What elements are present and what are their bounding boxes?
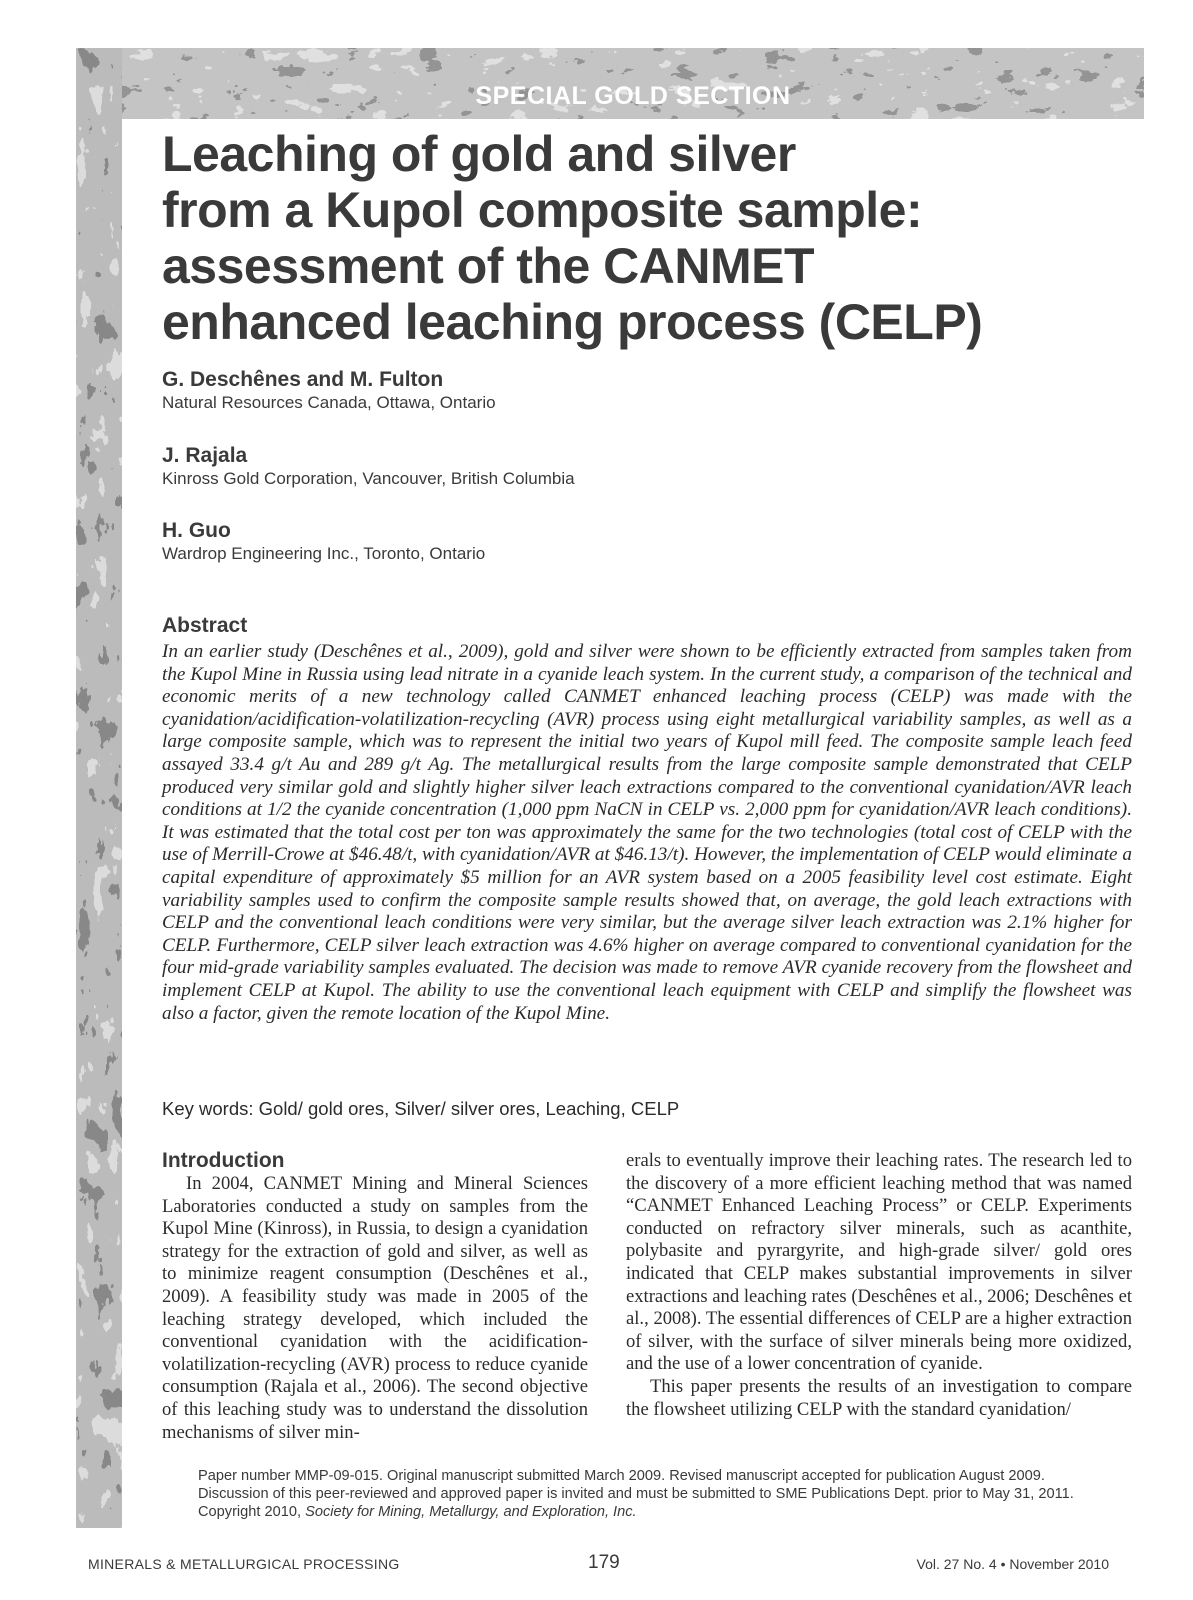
author-block: [162, 444, 575, 490]
paper-title: [162, 126, 982, 350]
author-affiliation: Kinross Gold Corporation, Vancouver, British Columbia: [162, 469, 575, 488]
footer-journal: MINERALS & METALLURGICAL PROCESSING: [88, 1556, 400, 1572]
body-paragraph: erals to eventually improve their leaching rates. The research led to the discovery of a more efficient leaching method that was named “CANMET Enhanced Leaching Process” or CELP. Experiments conducted on refractory silver minerals, such as acanthite, polybasite and pyrargyrite, and high-grade silver/ gold ores indicated that CELP makes substantial improvements in silver extractions and leaching rates (Deschênes et al., 2006; Deschênes et al., 2008). The essential differences of CELP are a higher extraction of silver, with the surface of silver minerals being more oxidized, and the use of a lower concentration of cyanide.: [626, 1150, 1132, 1375]
footnote: [198, 1467, 1098, 1521]
title-line: enhanced leaching process (CELP): [162, 294, 983, 350]
author-name: H. Guo: [162, 519, 231, 542]
intro-left-column: [162, 1173, 588, 1444]
footnote-text: Paper number MMP-09-015. Original manuscript submitted March 2009. Revised manuscript accepted for publication August 2009. Discussion of this peer-reviewed and approved paper is invited and must be submitted to SME Publications Dept. prior to May 31, 2011. Copyright 2010,: [198, 1468, 1074, 1520]
abstract-heading: Abstract: [162, 614, 248, 637]
footnote-society: Society for Mining, Metallurgy, and Exploration, Inc.: [305, 1504, 637, 1520]
author-block: [162, 519, 485, 565]
author-affiliation: Natural Resources Canada, Ottawa, Ontario: [162, 393, 496, 412]
body-paragraph: In 2004, CANMET Mining and Mineral Sciences Laboratories conducted a study on samples from the Kupol Mine (Kinross), in Russia, to design a cyanidation strategy for the extraction of gold and silver, as well as to minimize reagent consumption (Deschênes et al., 2009). A feasibility study was made in 2005 of the leaching strategy developed, which included the conventional cyanidation with the acidification-volatilization-recycling (AVR) process to reduce cyanide consumption (Rajala et al., 2006). The second objective of this leaching study was to understand the dissolution mechanisms of silver min-: [162, 1173, 588, 1443]
footer-issue: Vol. 27 No. 4 • November 2010: [916, 1556, 1109, 1572]
introduction-heading: Introduction: [162, 1149, 285, 1172]
author-name: J. Rajala: [162, 444, 248, 467]
keywords: Key words: Gold/ gold ores, Silver/ silver ores, Leaching, CELP: [162, 1098, 680, 1119]
title-line: Leaching of gold and silver: [162, 126, 796, 182]
author-affiliation: Wardrop Engineering Inc., Toronto, Ontario: [162, 544, 486, 563]
title-line: from a Kupol composite sample:: [162, 182, 923, 238]
page-number: 179: [588, 1552, 620, 1573]
title-line: assessment of the CANMET: [162, 238, 815, 294]
abstract-text: In an earlier study (Deschênes et al., 2009), gold and silver were shown to be efficiently extracted from samples taken from the Kupol Mine in Russia using lead nitrate in a cyanide leach system. In the current study, a comparison of the technical and economic merits of a new technology called CANMET enhanced leaching process (CELP) was made with the cyanidation/acidification-volatilization-recycling (AVR) process using eight metallurgical variability samples, as well as a large composite sample, which was to represent the initial two years of Kupol mill feed. The composite sample leach feed assayed 33.4 g/t Au and 289 g/t Ag. The metallurgical results from the large composite sample demonstrated that CELP produced very similar gold and slightly higher silver leach extractions compared to the conventional cyanidation/AVR leach conditions at 1/2 the cyanide concentration (1,000 ppm NaCN in CELP vs. 2,000 ppm for cyanidation/AVR leach conditions). It was estimated that the total cost per ton was approximately the same for the two technologies (total cost of CELP with the use of Merrill-Crowe at $46.48/t, with cyanidation/AVR at $46.13/t). However, the implementation of CELP would eliminate a capital expenditure of approximately $5 million for an AVR system based on a 2005 feasibility level cost estimate. Eight variability samples used to confirm the composite sample results showed that, on average, the gold leach extractions with CELP and the conventional leach conditions were very similar, but the average silver leach extraction was 2.1% higher for CELP. Furthermore, CELP silver leach extraction was 4.6% higher on average compared to conventional cyanidation for the four mid-grade variability samples evaluated. The decision was made to remove AVR cyanide recovery from the flowsheet and implement CELP at Kupol. The ability to use the conventional leach equipment with CELP and simplify the flowsheet was also a factor, given the remote location of the Kupol Mine.: [162, 641, 1132, 1024]
side-rock-texture: [76, 48, 122, 1528]
body-paragraph: This paper presents the results of an investigation to compare the flowsheet utilizing CELP with the standard cyanidation/: [626, 1375, 1132, 1420]
author-block: [162, 368, 496, 414]
author-name: G. Deschênes and M. Fulton: [162, 368, 444, 391]
intro-right-column: [626, 1150, 1132, 1421]
section-banner-label: SPECIAL GOLD SECTION: [475, 82, 791, 110]
